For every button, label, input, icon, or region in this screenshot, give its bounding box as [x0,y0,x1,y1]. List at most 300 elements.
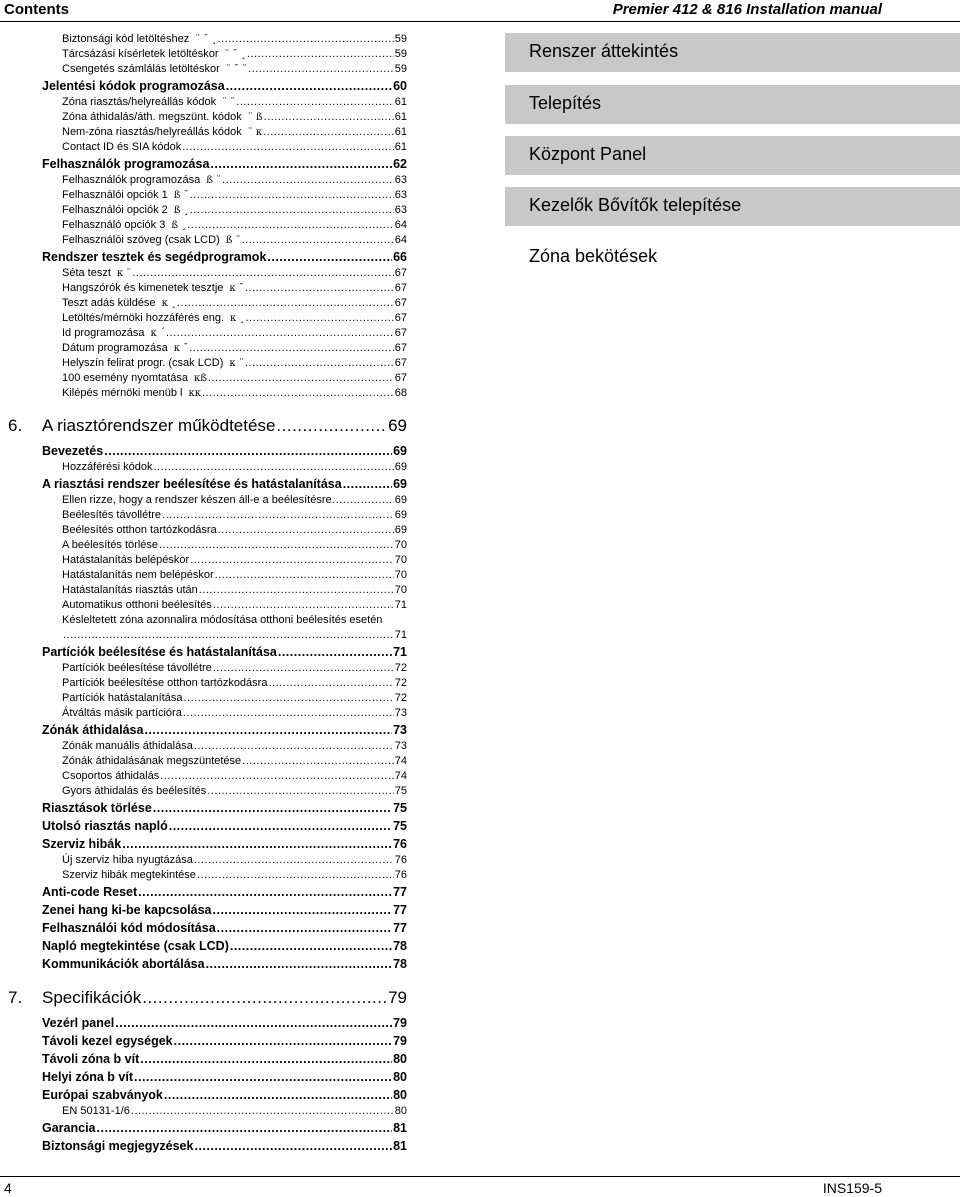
menu-code-glyph: ¨ κ [247,127,263,138]
menu-code-glyph: ß ¯ [173,190,189,201]
toc-page-number: 70 [394,539,407,551]
toc-page-number: 66 [393,250,407,264]
toc-section[interactable] [42,644,407,661]
toc-page-number: 59 [394,48,407,60]
dot-leader [207,784,393,799]
dot-leader [182,140,394,155]
menu-code-glyph: ¨ ¨ [222,97,236,108]
toc-page-number: 69 [393,477,407,491]
toc-subsection[interactable] [62,853,407,868]
menu-code-glyph: ¨ ¯ ¸ [224,49,246,60]
dot-leader [164,1087,392,1104]
toc-entry-title: Biztonsági megjegyzések [42,1139,194,1153]
toc-subsection[interactable] [62,32,407,47]
toc-page-number: 74 [394,755,407,767]
toc-page-number: 71 [394,599,407,611]
toc-page-number: 75 [393,819,407,833]
dot-leader [222,173,394,188]
toc-subsection[interactable] [62,739,407,754]
menu-code-glyph: κ ¯ [173,343,189,354]
toc-page-number: 68 [394,387,407,399]
toc-subsection[interactable] [62,493,407,508]
section-tab-label: Telepítés [529,93,602,113]
toc-page-number: 64 [394,219,407,231]
toc-entry-title: Anti-code Reset [42,885,138,899]
toc-entry-title: Hozzáférési kódok [62,461,153,473]
toc-subsection[interactable] [62,676,407,691]
dot-leader [213,661,394,676]
dot-leader [218,523,394,538]
dot-leader [134,1069,392,1086]
toc-page-number: 61 [394,96,407,108]
toc-entry-title: Felhasználói opciók 1 [62,189,168,201]
toc-subsection[interactable] [62,868,407,883]
toc-section[interactable] [42,443,407,460]
toc-entry-title: Távoli kezel egységek [42,1034,173,1048]
toc-subsection[interactable] [62,598,407,613]
toc-entry-title: Ellen rizze, hogy a rendszer készen áll-e a beélesítésre. [62,494,335,506]
toc-section[interactable] [42,476,407,493]
dot-leader [189,341,394,356]
dot-leader [104,443,392,460]
toc-subsection[interactable] [62,553,407,568]
toc-page-number: 71 [394,629,407,641]
section-tab[interactable] [505,238,960,277]
toc-page-number: 70 [394,554,407,566]
toc-entry-title: Partíciók beélesítése otthon tartózkodásra [62,677,268,689]
toc-entry-title: EN 50131-1/6 [62,1105,130,1117]
section-tab[interactable] [505,33,960,72]
dot-leader [159,538,394,553]
toc-entry-title: Id programozása [62,327,145,339]
toc-chapter-number: 6. [8,416,23,435]
toc-page-number: 79 [388,988,407,1007]
toc-subsection[interactable] [62,460,407,475]
menu-code-glyph: ¨ ¯ ¸ [195,34,217,45]
toc-entry-title: Teszt adás küldése [62,297,156,309]
toc-page-number: 67 [394,357,407,369]
toc-entry-title: Felhasználói opciók 2 [62,204,168,216]
toc-subsection[interactable] [62,754,407,769]
toc-entry-title: 100 esemény nyomtatása [62,372,188,384]
dot-leader [190,553,394,568]
toc-page-number: 79 [393,1016,407,1030]
dot-leader [202,386,394,401]
menu-code-glyph: κß [193,373,207,384]
toc-entry-title: Automatikus otthoni beélesítés [62,599,212,611]
toc-page-number: 81 [393,1139,407,1153]
toc-entry-title: Napló megtekintése (csak LCD) [42,939,229,953]
toc-entry-title: Biztonsági kód letöltéshez [62,33,190,45]
toc-section[interactable] [42,249,407,266]
toc-subsection[interactable] [62,583,407,598]
toc-page-number: 67 [394,282,407,294]
menu-code-glyph: ß ¨ [206,175,222,186]
toc-entry-title: Zónák áthidalása [42,723,144,737]
menu-code-glyph: κ ¯ [229,283,244,294]
dot-leader [213,902,393,919]
dot-leader [97,1120,393,1137]
toc-subsection[interactable] [62,706,407,721]
toc-subsection[interactable] [62,628,407,643]
menu-code-glyph: κ ¸ [230,313,245,324]
toc-section[interactable] [42,836,407,853]
toc-entry-title: Partíciók beélesítése távollétre [62,662,212,674]
dot-leader [217,920,392,937]
toc-subsection[interactable] [62,62,407,77]
toc-entry-title: Contact ID és SIA kódok [62,141,182,153]
toc-subsection[interactable] [62,326,407,341]
toc-chapter-number: 7. [8,988,23,1007]
toc-entry-title: Hatástalanítás belépéskor [62,554,190,566]
toc-entry-title: Specifikációk [42,988,142,1007]
dot-leader [210,156,392,173]
toc-entry-title: Utolsó riasztás napló [42,819,168,833]
toc-entry-title: Szerviz hibák megtekintése [62,869,196,881]
toc-page-number: 73 [394,707,407,719]
dot-leader [264,110,394,125]
toc-page-number: 61 [394,126,407,138]
dot-leader [160,769,394,784]
toc-entry-title: Szerviz hibák [42,837,122,851]
toc-subsection[interactable] [62,523,407,538]
toc-subsection[interactable] [62,311,407,326]
dot-leader [278,644,392,661]
toc-page-number: 69 [394,524,407,536]
header-section-title: Contents [4,1,69,18]
toc-subsection[interactable] [62,125,407,140]
toc-subsection[interactable] [62,508,407,523]
dot-leader [190,203,394,218]
toc-page-number: 77 [393,885,407,899]
toc-page-number: 61 [394,141,407,153]
dot-leader [248,62,394,77]
toc-subsection[interactable] [62,386,407,401]
dot-leader [215,568,394,583]
toc-page-number: 69 [394,494,407,506]
toc-page-number: 61 [394,111,407,123]
dot-leader [206,956,393,973]
dot-leader [138,884,392,901]
toc-section[interactable] [42,938,407,955]
toc-section[interactable] [42,902,407,919]
toc-subsection[interactable] [62,47,407,62]
toc-section[interactable] [42,1015,407,1032]
toc-page-number: 59 [394,63,407,75]
toc-section[interactable] [42,1087,407,1104]
toc-entry-title: Zóna áthidalás/áth. megszünt. kódok [62,111,242,123]
dot-leader [162,508,394,523]
menu-code-glyph: ß ¨ [225,235,241,246]
dot-leader [194,853,394,868]
header-manual-title: Premier 412 & 816 Installation manual [612,1,882,18]
dot-leader [242,754,394,769]
toc-subsection[interactable] [62,769,407,784]
toc-page-number: 70 [394,569,407,581]
toc-entry-title: A beélesítés törlése [62,539,159,551]
toc-section[interactable] [42,920,407,937]
toc-page-number: 67 [394,267,407,279]
dot-leader [183,706,394,721]
toc-entry-title: Letöltés/mérnöki hozzáférés eng. [62,312,225,324]
toc-entry-title: Séta teszt [62,267,111,279]
footer-rule [0,1176,960,1177]
toc-page-number: 72 [394,662,407,674]
dot-leader [63,628,394,643]
toc-entry-title: Zóna riasztás/helyreállás kódok [62,96,217,108]
dot-leader [245,356,394,371]
toc-entry-title: Hatástalanítás nem belépéskor [62,569,214,581]
toc-page-number: 80 [393,1088,407,1102]
toc-entry-title: Felhasználók programozása [62,174,201,186]
dot-leader [236,95,393,110]
toc-page-number: 69 [393,444,407,458]
dot-leader [199,583,394,598]
toc-entry-title: Zónák áthidalásának megszüntetése [62,755,242,767]
toc-page-number: 72 [394,692,407,704]
toc-subsection[interactable] [62,341,407,356]
toc-page-number: 73 [394,740,407,752]
dot-leader [208,371,394,386]
menu-code-glyph: κ ¸ [161,298,176,309]
toc-section[interactable] [42,78,407,95]
toc-entry-title: Új szerviz hiba nyugtázása [62,854,193,866]
toc-section[interactable] [42,1120,407,1137]
toc-entry-title: Felhasználói szöveg (csak LCD) [62,234,220,246]
toc-page-number: 67 [394,312,407,324]
toc-entry-title: Helyi zóna b vít [42,1070,133,1084]
dot-leader [268,676,393,691]
toc-page-number: 76 [393,837,407,851]
toc-page-number: 67 [394,327,407,339]
dot-leader [276,415,387,437]
section-tab[interactable] [505,187,960,226]
toc-subsection[interactable] [62,218,407,233]
toc-entry-title: Európai szabványok [42,1088,163,1102]
dot-leader [343,476,392,493]
toc-entry-title: Helyszín felirat progr. (csak LCD) [62,357,224,369]
dot-leader [336,493,394,508]
dot-leader [131,1104,394,1119]
toc-subsection[interactable] [62,203,407,218]
toc-entry-title: Rendszer tesztek és segédprogramok [42,250,267,264]
toc-page-number: 69 [394,509,407,521]
toc-section[interactable] [42,722,407,739]
section-tab-label: Zóna bekötések [529,246,658,266]
toc-page-number: 62 [393,157,407,171]
toc-page-number: 64 [394,234,407,246]
toc-entry-title: Felhasználói kód módosítása [42,921,216,935]
toc-page-number: 59 [394,33,407,45]
menu-code-glyph: ß ¸ [173,205,189,216]
dot-leader [183,691,393,706]
toc-entry-title: Garancia [42,1121,96,1135]
dot-leader [226,78,392,95]
toc-page-number: 77 [393,921,407,935]
menu-code-glyph: κ ¨ [229,358,244,369]
toc-entry-title: Bevezetés [42,444,104,458]
toc-subsection[interactable] [62,188,407,203]
toc-section[interactable] [42,1138,407,1155]
dot-leader [247,47,394,62]
toc-page-number: 63 [394,204,407,216]
toc-subsection[interactable] [62,568,407,583]
toc-page-number: 73 [393,723,407,737]
toc-subsection[interactable] [62,110,407,125]
toc-page-number: 81 [393,1121,407,1135]
toc-page-number: 70 [394,584,407,596]
toc-subsection[interactable] [62,281,407,296]
toc-subsection[interactable] [62,538,407,553]
toc-subsection[interactable] [62,784,407,799]
toc-subsection[interactable] [62,266,407,281]
toc-entry-title: Vezérl panel [42,1016,115,1030]
section-tab[interactable] [505,85,960,124]
toc-chapter[interactable] [8,987,407,1009]
toc-section[interactable] [42,1033,407,1050]
toc-subsection[interactable] [62,691,407,706]
dot-leader [267,249,392,266]
dot-leader [140,1051,392,1068]
dot-leader [132,266,393,281]
toc-entry-title: Beélesítés távollétre [62,509,162,521]
section-tab-label: Renszer áttekintés [529,41,679,61]
toc-entry-title: Csengetés számlálás letöltéskor [62,63,220,75]
toc-entry-title: Beélesítés otthon tartózkodásra [62,524,217,536]
toc-section[interactable] [42,1069,407,1086]
toc-section[interactable] [42,818,407,835]
toc-subsection[interactable] [62,1104,407,1119]
section-tab[interactable] [505,136,960,175]
toc-page-number: 60 [393,79,407,93]
toc-page-number: 80 [393,1052,407,1066]
toc-chapter[interactable] [8,415,407,437]
toc-entry-title: Csoportos áthidalás [62,770,160,782]
menu-code-glyph: ¨ ¯ ¨ [225,64,248,75]
toc-subsection[interactable] [62,233,407,248]
toc-page-number: 74 [394,770,407,782]
dot-leader [122,836,392,853]
toc-page-number: 69 [388,416,407,435]
dot-leader [169,818,392,835]
toc-entry-title: Késleltetett zóna azonnalira módosítása otthoni beélesítés esetén [62,614,383,626]
section-tab-label: Kezelők Bővítők telepítése [529,195,742,215]
dot-leader [245,311,393,326]
dot-leader [144,722,392,739]
dot-leader [177,296,394,311]
menu-code-glyph: κ ¨ [116,268,132,279]
dot-leader [115,1015,392,1032]
toc-page-number: 79 [393,1034,407,1048]
page-number: 4 [4,1180,12,1196]
toc-entry-title: A riasztási rendszer beélesítése és hatástalanítása [42,477,342,491]
toc-page-number: 67 [394,297,407,309]
dot-leader [194,1138,392,1155]
toc-entry-title: A riasztórendszer működtetése [42,416,276,435]
toc-entry-title: Kommunikációk abortálása [42,957,205,971]
dot-leader [154,460,394,475]
toc-page-number: 80 [393,1070,407,1084]
toc-section[interactable] [42,1051,407,1068]
toc-page-number: 67 [394,342,407,354]
toc-entry-title: Partíciók beélesítése és hatástalanítása [42,645,277,659]
toc-section[interactable] [42,956,407,973]
toc-entry-title: Tárcsázási kísérletek letöltéskor [62,48,219,60]
toc-page-number: 75 [394,785,407,797]
toc-section[interactable] [42,884,407,901]
dot-leader [245,281,394,296]
toc-section[interactable] [42,156,407,173]
toc-page-number: 63 [394,189,407,201]
dot-leader [194,739,394,754]
toc-subsection[interactable] [62,661,407,676]
toc-page-number: 78 [393,939,407,953]
toc-entry-title: Dátum programozása [62,342,168,354]
toc-entry-title: Távoli zóna b vít [42,1052,140,1066]
toc-entry-title: Hatástalanítás riasztás után [62,584,198,596]
toc-entry-title: Nem-zóna riasztás/helyreállás kódok [62,126,242,138]
toc-entry-title: Felhasználó opciók 3 [62,219,166,231]
dot-leader [153,800,392,817]
toc-subsection[interactable] [62,371,407,386]
section-tab-label: Központ Panel [529,144,647,164]
toc-page-number: 72 [394,677,407,689]
toc-subsection[interactable] [62,173,407,188]
toc-page-number: 75 [393,801,407,815]
dot-leader [213,598,394,613]
toc-entry-title: Felhasználók programozása [42,157,210,171]
toc-entry-title: Zónák manuális áthidalása [62,740,193,752]
toc-subsection[interactable] [62,613,407,628]
toc-page-number: 76 [394,869,407,881]
dot-leader [174,1033,392,1050]
dot-leader [187,218,394,233]
toc-page-number: 77 [393,903,407,917]
toc-entry-title: Jelentési kódok programozása [42,79,225,93]
toc-page-number: 69 [394,461,407,473]
toc-entry-title: Gyors áthidalás és beélesítés [62,785,207,797]
toc-entry-title: Átváltás másik partícióra [62,707,182,719]
toc-subsection[interactable] [62,140,407,155]
toc-subsection[interactable] [62,356,407,371]
toc-subsection[interactable] [62,296,407,311]
toc-page-number: 63 [394,174,407,186]
toc-subsection[interactable] [62,95,407,110]
menu-code-glyph: κκ [188,388,201,399]
toc-entry-title: Partíciók hatástalanítása [62,692,183,704]
menu-code-glyph: κ ´ [150,328,165,339]
dot-leader [197,868,394,883]
menu-code-glyph: ß ¸ [171,220,187,231]
toc-entry-title: Zenei hang ki-be kapcsolása [42,903,212,917]
dot-leader [218,32,394,47]
page-header [0,0,960,22]
toc-page-number: 76 [394,854,407,866]
document-code: INS159-5 [822,1180,882,1196]
dot-leader [142,987,387,1009]
dot-leader [242,233,394,248]
menu-code-glyph: ¨ ß [247,112,263,123]
toc-entry-title: Riasztások törlése [42,801,152,815]
toc-page-number: 67 [394,372,407,384]
toc-section[interactable] [42,800,407,817]
toc-page-number: 71 [393,645,407,659]
dot-leader [230,938,392,955]
toc-entry-title: Hangszórók és kimenetek tesztje [62,282,224,294]
toc-page-number: 80 [394,1105,407,1117]
dot-leader [263,125,394,140]
dot-leader [166,326,394,341]
